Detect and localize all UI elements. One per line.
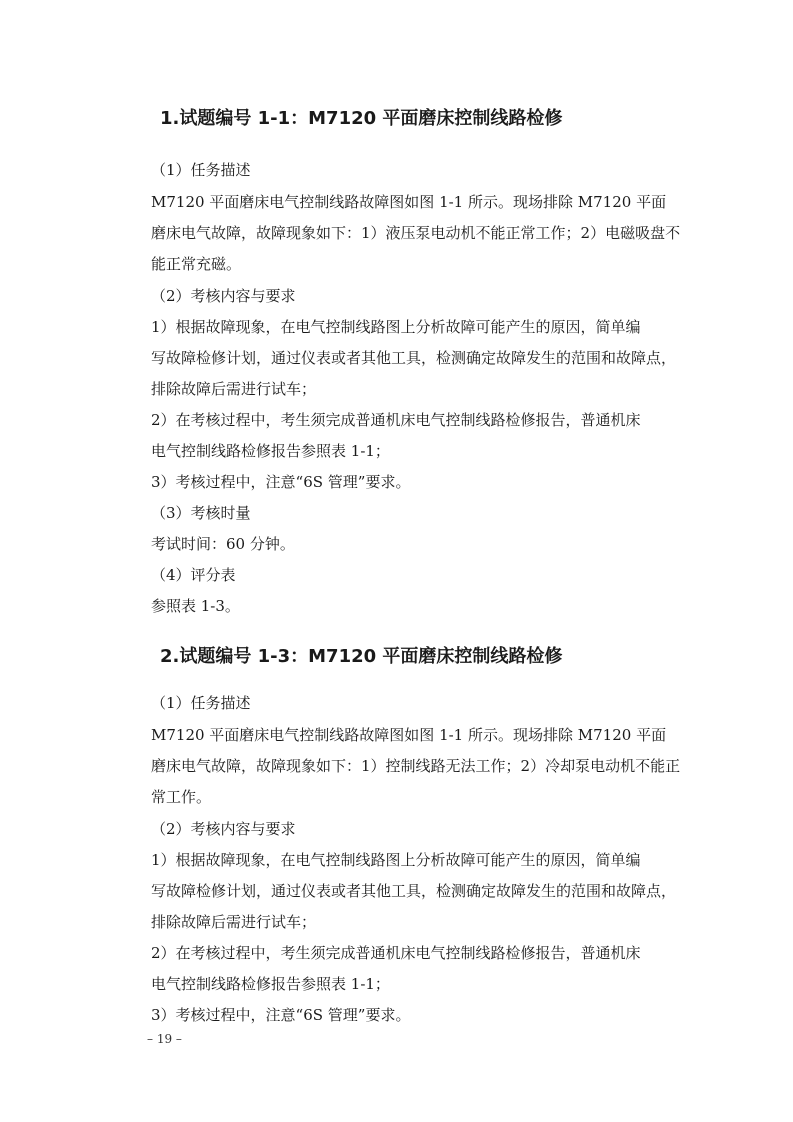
section-2-heading: 2.试题编号 1-3：M7120 平面磨床控制线路检修 [160, 646, 563, 667]
s2-line-3: 磨床电气故障，故障现象如下：1）控制线路无法工作；2）冷却泵电动机不能正 [151, 757, 681, 775]
s1-line-11: 3）考核过程中，注意“6S 管理”要求。 [151, 473, 411, 491]
s1-line-7: 写故障检修计划，通过仪表或者其他工具，检测确定故障发生的范围和故障点， [151, 349, 677, 367]
s1-line-3: 磨床电气故障，故障现象如下：1）液压泵电动机不能正常工作；2）电磁吸盘不 [151, 224, 681, 242]
s2-line-1: （1）任务描述 [151, 694, 251, 712]
s1-line-5: （2）考核内容与要求 [151, 287, 296, 305]
s1-line-8: 排除故障后需进行试车； [151, 380, 317, 398]
section-1-heading: 1.试题编号 1-1：M7120 平面磨床控制线路检修 [160, 108, 563, 129]
s2-line-6: 1）根据故障现象，在电气控制线路图上分析故障可能产生的原因，简单编 [151, 851, 641, 869]
s2-line-11: 3）考核过程中，注意“6S 管理”要求。 [151, 1006, 411, 1024]
s1-line-9: 2）在考核过程中，考生须完成普通机床电气控制线路检修报告，普通机床 [151, 411, 641, 429]
s1-line-6: 1）根据故障现象，在电气控制线路图上分析故障可能产生的原因，简单编 [151, 318, 641, 336]
s2-line-5: （2）考核内容与要求 [151, 820, 296, 838]
s1-line-4: 能正常充磁。 [151, 255, 242, 273]
s2-line-10: 电气控制线路检修报告参照表 1-1； [151, 975, 390, 993]
s2-line-7: 写故障检修计划，通过仪表或者其他工具，检测确定故障发生的范围和故障点， [151, 882, 677, 900]
s1-line-14: （4）评分表 [151, 566, 236, 584]
s1-line-12: （3）考核时量 [151, 504, 251, 522]
s1-line-2: M7120 平面磨床电气控制线路故障图如图 1-1 所示。现场排除 M7120 平面 [151, 193, 667, 211]
s1-line-1: （1）任务描述 [151, 161, 251, 179]
s2-line-2: M7120 平面磨床电气控制线路故障图如图 1-1 所示。现场排除 M7120 平面 [151, 726, 667, 744]
page-number: – 19 – [147, 1032, 182, 1046]
s2-line-4: 常工作。 [151, 788, 212, 806]
s1-line-13: 考试时间：60 分钟。 [151, 535, 295, 553]
s1-line-10: 电气控制线路检修报告参照表 1-1； [151, 442, 390, 460]
s2-line-8: 排除故障后需进行试车； [151, 913, 317, 931]
s1-line-15: 参照表 1-3。 [151, 597, 240, 615]
s2-line-9: 2）在考核过程中，考生须完成普通机床电气控制线路检修报告，普通机床 [151, 944, 641, 962]
